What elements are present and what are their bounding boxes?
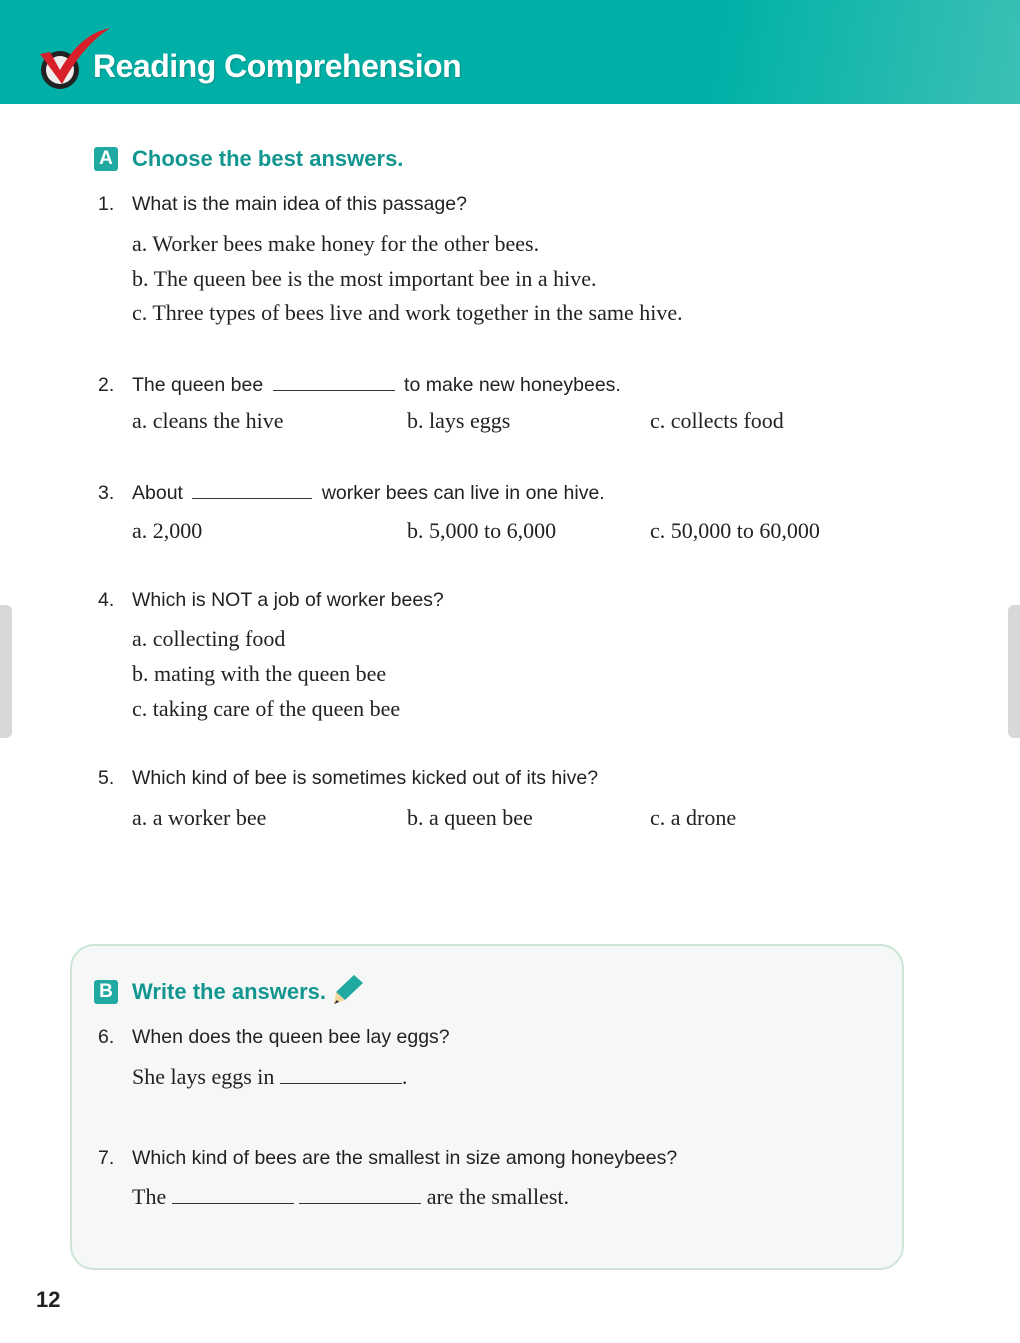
question-number: 4.	[98, 589, 115, 611]
answer-blank[interactable]	[280, 1065, 402, 1084]
option[interactable]: c. a drone	[650, 805, 737, 830]
question-number: 3.	[98, 482, 115, 504]
section-title: Choose the best answers.	[132, 146, 404, 171]
option[interactable]: c. taking care of the queen bee	[132, 696, 401, 721]
question-number: 7.	[98, 1147, 115, 1169]
section-badge: A	[94, 147, 118, 171]
question-7	[98, 1147, 677, 1170]
question-1	[98, 193, 467, 216]
answer-blank[interactable]	[273, 372, 395, 391]
answer-suffix: .	[401, 1064, 408, 1089]
side-tab-left	[0, 605, 12, 738]
answer-suffix: are the smallest.	[426, 1184, 570, 1209]
page-number: 12	[36, 1287, 61, 1312]
question-text: About	[132, 482, 183, 504]
section-title: Write the answers.	[132, 979, 326, 1004]
option[interactable]: a. a worker bee	[132, 805, 267, 830]
question-text: worker bees can live in one hive.	[321, 482, 605, 504]
option[interactable]: a. collecting food	[132, 626, 286, 651]
option[interactable]: b. a queen bee	[407, 805, 533, 830]
question-text: Which kind of bee is sometimes kicked out of its hive?	[132, 767, 599, 789]
section-badge: B	[94, 980, 118, 1004]
question-text: The queen bee	[132, 374, 264, 396]
question-text: Which kind of bees are the smallest in size among honeybees?	[132, 1147, 678, 1169]
option[interactable]: c. Three types of bees live and work together in the same hive.	[132, 300, 683, 325]
pencil-icon	[332, 972, 366, 1006]
answer-prefix: She lays eggs in	[132, 1064, 275, 1089]
side-tab-right	[1008, 605, 1020, 738]
question-text: Which is NOT a job of worker bees?	[132, 589, 444, 611]
answer-blank[interactable]	[299, 1185, 421, 1204]
question-text: to make new honeybees.	[404, 374, 621, 396]
option[interactable]: b. The queen bee is the most important bee in a hive.	[132, 266, 597, 291]
question-number: 2.	[98, 374, 115, 396]
question-3	[98, 480, 605, 505]
question-2	[98, 372, 621, 397]
option[interactable]: c. collects food	[650, 408, 784, 433]
question-text: When does the queen bee lay eggs?	[132, 1026, 450, 1048]
answer-line-7	[132, 1184, 569, 1210]
question-text: What is the main idea of this passage?	[132, 193, 467, 215]
answer-line-6	[132, 1064, 407, 1090]
option[interactable]: b. lays eggs	[407, 408, 511, 433]
question-number: 6.	[98, 1026, 115, 1048]
header-banner	[0, 0, 1020, 104]
section-b-heading	[94, 978, 366, 1006]
page-title: Reading Comprehension	[93, 48, 462, 84]
option[interactable]: a. cleans the hive	[132, 408, 284, 433]
option[interactable]: b. mating with the queen bee	[132, 661, 387, 686]
option[interactable]: b. 5,000 to 6,000	[407, 518, 557, 543]
answer-blank[interactable]	[172, 1185, 294, 1204]
answer-blank[interactable]	[192, 480, 312, 499]
option[interactable]: c. 50,000 to 60,000	[650, 518, 820, 543]
question-6	[98, 1026, 450, 1049]
question-5	[98, 767, 598, 790]
option[interactable]: a. Worker bees make honey for the other bees.	[132, 231, 540, 256]
question-number: 5.	[98, 767, 115, 789]
question-4	[98, 589, 444, 612]
section-a-heading	[94, 146, 403, 172]
question-number: 1.	[98, 193, 115, 215]
answer-prefix: The	[132, 1184, 167, 1209]
option[interactable]: a. 2,000	[132, 518, 203, 543]
